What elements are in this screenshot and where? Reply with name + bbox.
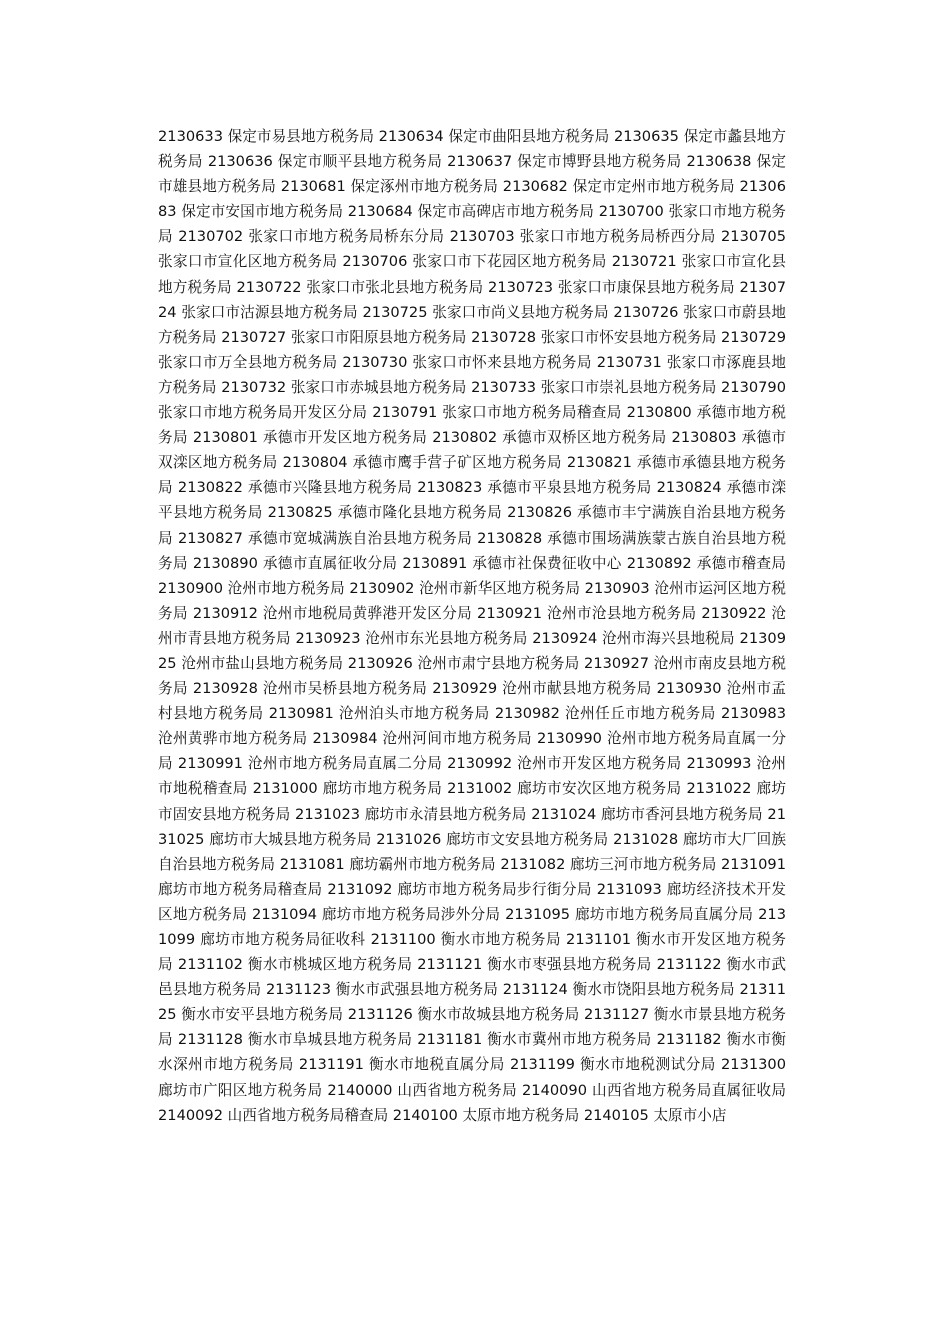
body-text: 2130633 保定市易县地方税务局 2130634 保定市曲阳县地方税务局 2130635 保定市蠡县地方税务局 2130636 保定市顺平县地方税务局 2130637 保定市博野县地方税务局 2130638 保定市雄县地方税务局 2130681 保定涿州市地方税务局 2130682 保定市定州市地方税务局 2130683 保定市安国市地方税务局 2130684 保定市高碑店市地方税务局 2130700 张家口市地方税务局 2130702 张家口市地方税务局桥东分局 2130703 张家口市地方税务局桥西分局 2130705 张家口市宣化区地方税务局 2130706 张家口市下花园区地方税务局 2130721 张家口市宣化县地方税务局 2130722 张家口市张北县地方税务局 2130723 张家口市康保县地方税务局 2130724 张家口市沽源县地方税务局 2130725 张家口市尚义县地方税务局 2130726 张家口市蔚县地方税务局 2130727 张家口市阳原县地方税务局 2130728 张家口市怀安县地方税务局 2130729 张家口市万全县地方税务局 2130730 张家口市怀来县地方税务局 2130731 张家口市涿鹿县地方税务局 2130732 张家口市赤城县地方税务局 2130733 张家口市崇礼县地方税务局 2130790 张家口市地方税务局开发区分局 2130791 张家口市地方税务局稽查局 2130800 承德市地方税务局 2130801 承德市开发区地方税务局 2130802 承德市双桥区地方税务局 2130803 承德市双滦区地方税务局 2130804 承德市鹰手营子矿区地方税务局 2130821 承德市承德县地方税务局 2130822 承德市兴隆县地方税务局 2130823 承德市平泉县地方税务局 2130824 承德市滦平县地方税务局 2130825 承德市隆化县地方税务局 2130826 承德市丰宁满族自治县地方税务局 2130827 承德市宽城满族自治县地方税务局 2130828 承德市围场满族蒙古族自治县地方税务局 2130890 承德市直属征收分局 2130891 承德市社保费征收中心 2130892 承德市稽查局 2130900 沧州市地方税务局 2130902 沧州市新华区地方税务局 2130903 沧州市运河区地方税务局 2130912 沧州市地税局黄骅港开发区分局 2130921 沧州市沧县地方税务局 2130922 沧州市青县地方税务局 2130923 沧州市东光县地方税务局 2130924 沧州市海兴县地税局 2130925 沧州市盐山县地方税务局 2130926 沧州市肃宁县地方税务局 2130927 沧州市南皮县地方税务局 2130928 沧州市吴桥县地方税务局 2130929 沧州市献县地方税务局 2130930 沧州市孟村县地方税务局 2130981 沧州泊头市地方税务局 2130982 沧州任丘市地方税务局 2130983 沧州黄骅市地方税务局 2130984 沧州河间市地方税务局 2130990 沧州市地方税务局直属一分局 2130991 沧州市地方税务局直属二分局 2130992 沧州市开发区地方税务局 2130993 沧州市地税稽查局 2131000 廊坊市地方税务局 2131002 廊坊市安次区地方税务局 2131022 廊坊市固安县地方税务局 2131023 廊坊市永清县地方税务局 2131024 廊坊市香河县地方税务局 2131025 廊坊市大城县地方税务局 2131026 廊坊市文安县地方税务局 2131028 廊坊市大厂回族自治县地方税务局 2131081 廊坊霸州市地方税务局 2131082 廊坊三河市地方税务局 2131091 廊坊市地方税务局稽查局 2131092 廊坊市地方税务局步行街分局 2131093 廊坊经济技术开发区地方税务局 2131094 廊坊市地方税务局涉外分局 2131095 廊坊市地方税务局直属分局 2131099 廊坊市地方税务局征收科 2131100 衡水市地方税务局 2131101 衡水市开发区地方税务局 2131102 衡水市桃城区地方税务局 2131121 衡水市枣强县地方税务局 2131122 衡水市武邑县地方税务局 2131123 衡水市武强县地方税务局 2131124 衡水市饶阳县地方税务局 2131125 衡水市安平县地方税务局 2131126 衡水市故城县地方税务局 2131127 衡水市景县地方税务局 2131128 衡水市阜城县地方税务局 2131181 衡水市冀州市地方税务局 2131182 衡水市衡水深州市地方税务局 2131191 衡水市地税直属分局 2131199 衡水市地税测试分局 2131300 廊坊市广阳区地方税务局 2140000 山西省地方税务局 2140090 山西省地方税务局直属征收局 2140092 山西省地方税务局稽查局 2140100 太原市地方税务局 2140105 太原市小店 [158,128,786,1124]
